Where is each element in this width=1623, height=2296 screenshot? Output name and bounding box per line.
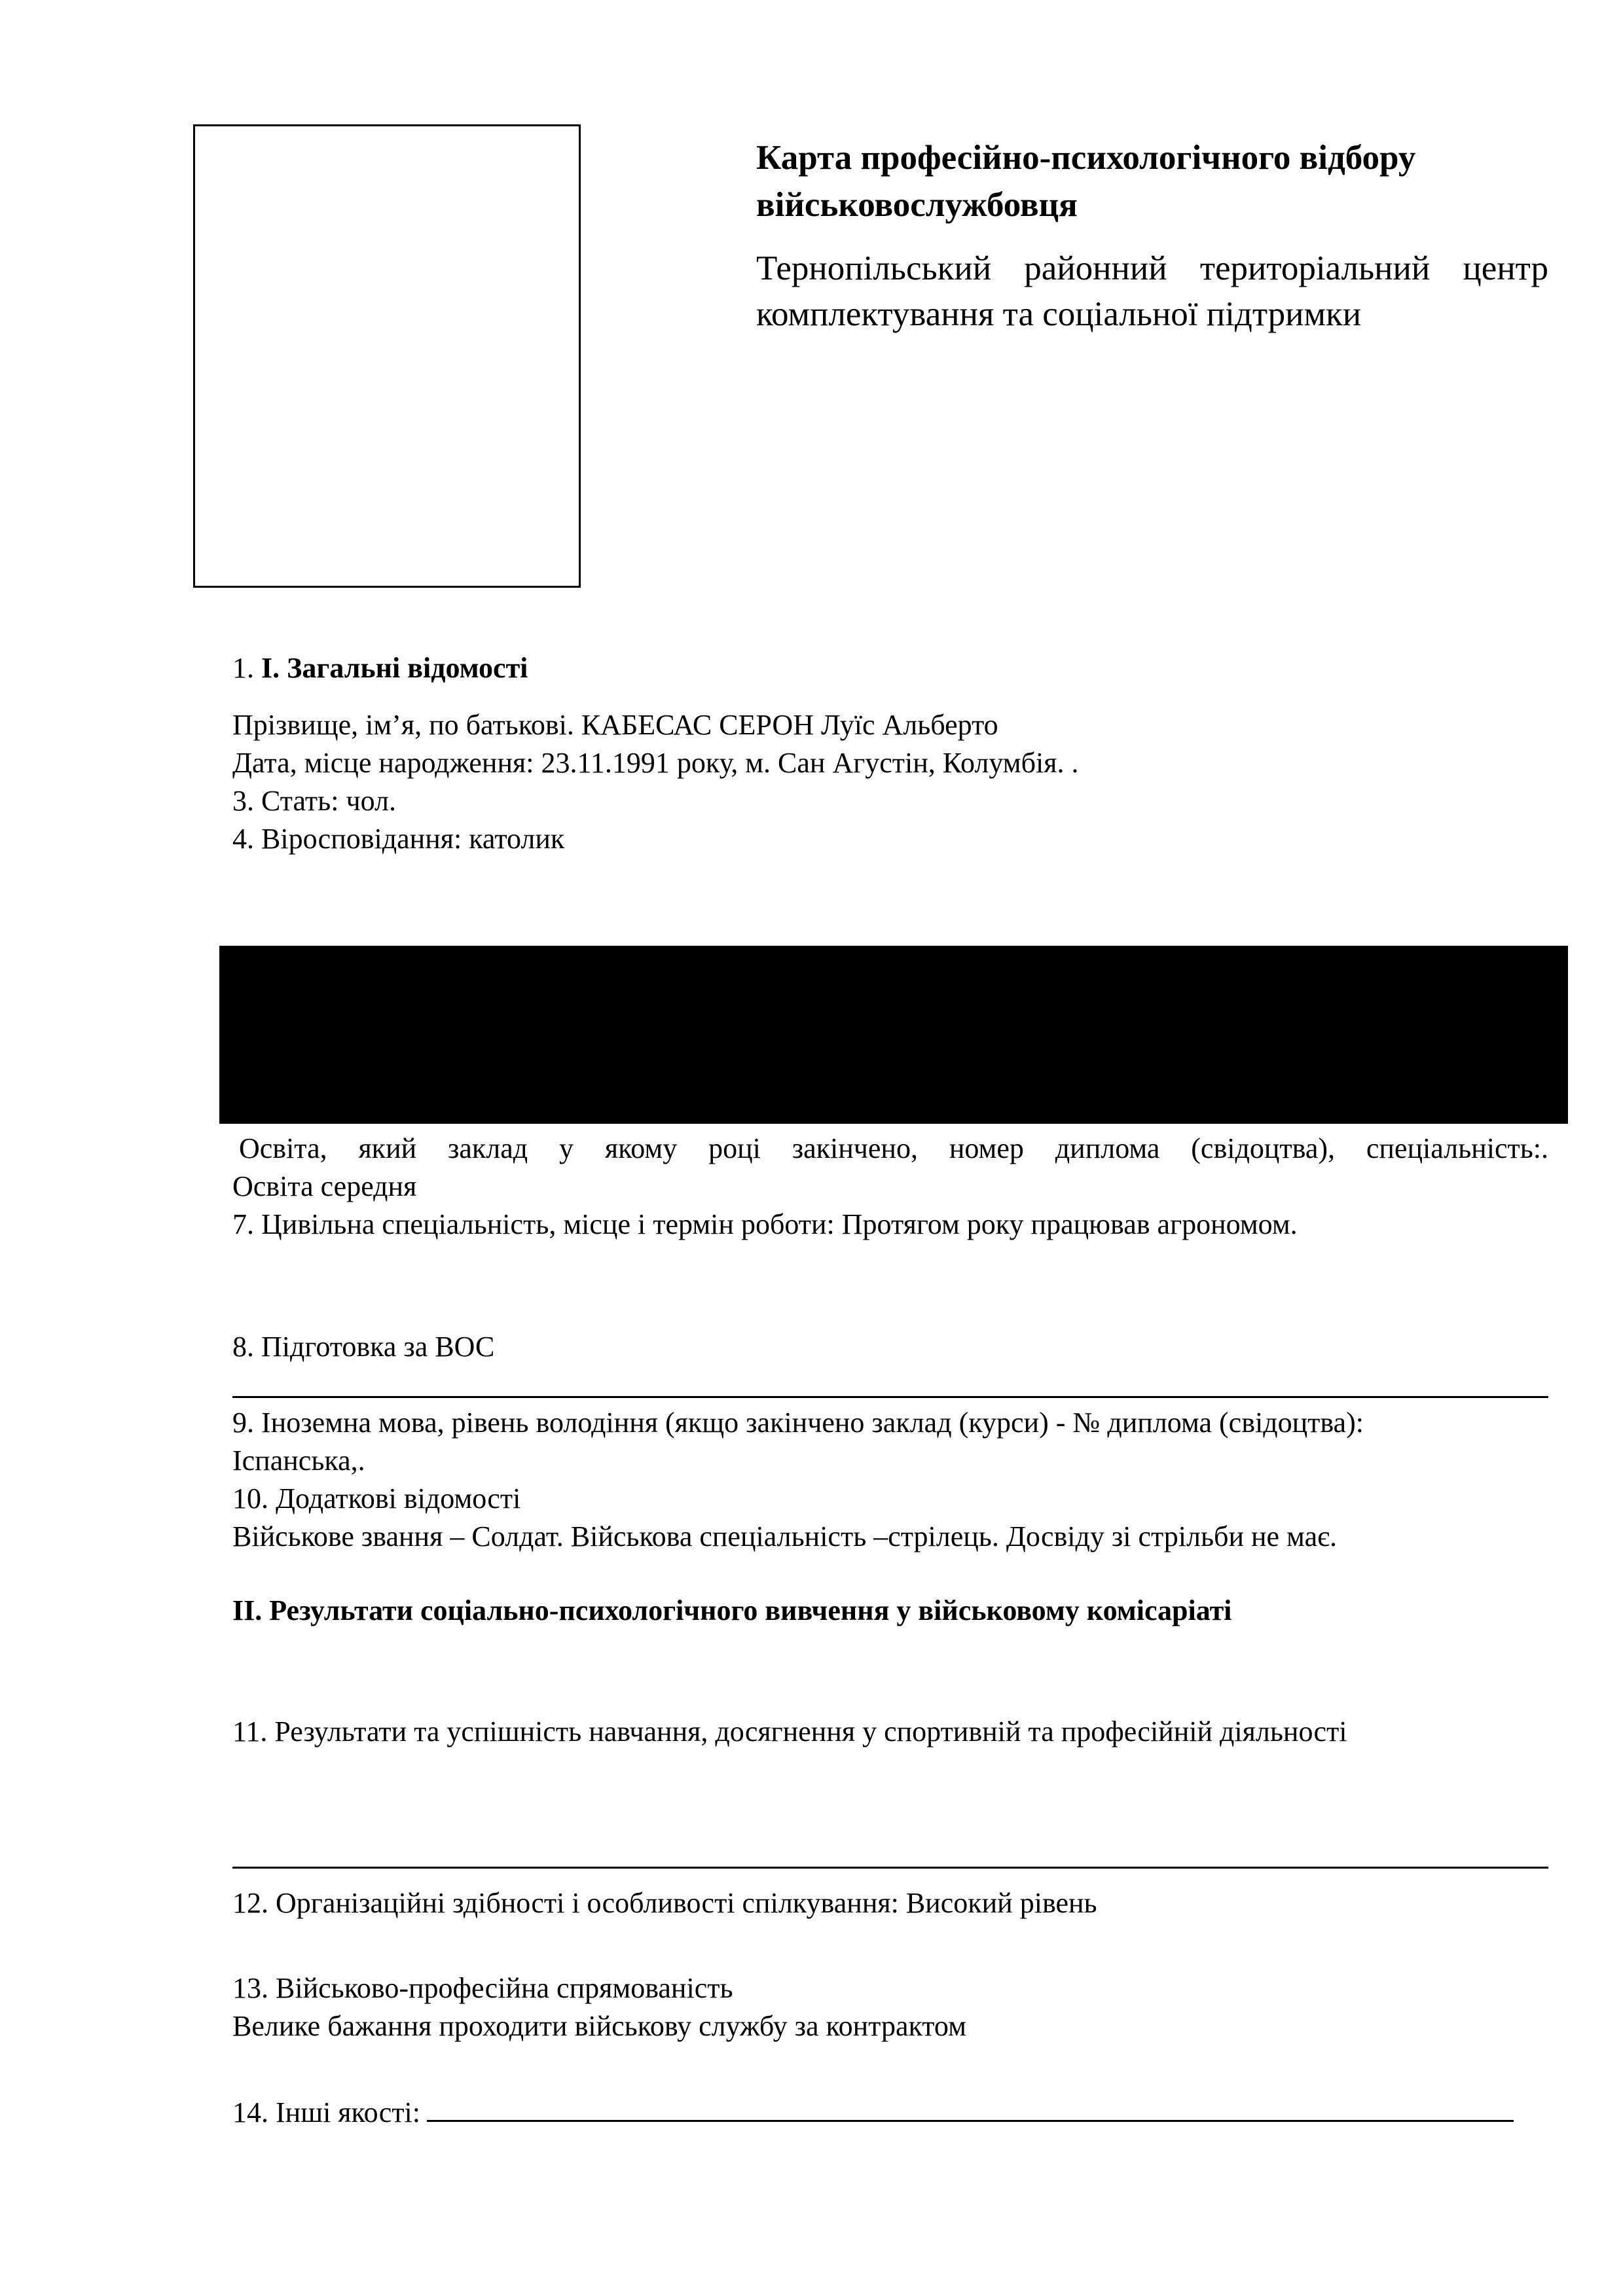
item14-label: 14. Інші якості: <box>232 2096 420 2128</box>
item11-rule <box>232 1867 1548 1869</box>
education-label-line: Освіта, який заклад у якому році закінчено, номер диплома (свідоцтва), спеціальність:. <box>239 1132 1548 1164</box>
item14-fill-rule <box>427 2119 1514 2122</box>
photo-placeholder <box>193 124 581 588</box>
item13-value-line: Велике бажання проходити військову службу за контрактом <box>232 2010 966 2042</box>
sex-line: 3. Стать: чол. <box>232 785 396 817</box>
section1-heading <box>232 650 528 687</box>
additional-value-line: Військове звання – Солдат. Військова спеціальність –стрілець. Досвіду зі стрільби не має. <box>232 1520 1338 1552</box>
item11-line: 11. Результати та успішність навчання, досягнення у спортивній та професійній діяльності <box>232 1715 1347 1748</box>
education-value-line: Освіта середня <box>232 1170 417 1202</box>
full-name-line: Прізвище, ім’я, по батькові. КАБЕСАС СЕРОН Луїс Альберто <box>232 709 998 741</box>
foreign-language-line: 9. Іноземна мова, рівень володіння (якщо закінчено заклад (курси) - № диплома (свідоцтва): <box>232 1407 1364 1439</box>
redaction-block <box>219 946 1568 1124</box>
birth-line: Дата, місце народження: 23.11.1991 року, м. Сан Агустін, Колумбія. . <box>232 747 1079 779</box>
item13-line: 13. Військово-професійна спрямованість <box>232 1972 733 2004</box>
item12-line: 12. Організаційні здібності і особливості спілкування: Високий рівень <box>232 1887 1097 1919</box>
civil-specialty-line: 7. Цивільна спеціальність, місце і термін роботи: Протягом року працював агрономом. <box>232 1208 1298 1240</box>
organization-name: Тернопільський районний територіальний центр комплектування та соціальної підтримки <box>756 249 1548 333</box>
section1-heading-text: І. Загальні відомості <box>261 652 528 684</box>
religion-line: 4. Віросповідання: католик <box>232 823 565 855</box>
vos-training-rule <box>232 1396 1548 1398</box>
vos-training-line: 8. Підготовка за ВОС <box>232 1331 495 1363</box>
section2-heading: ІІ. Результати соціально-психологічного вивчення у військовому комісаріаті <box>232 1594 1232 1626</box>
item14-line <box>232 2094 1514 2131</box>
document-title: Карта професійно-психологічного відбору військовослужбовця <box>756 139 1416 224</box>
additional-label-line: 10. Додаткові відомості <box>232 1482 521 1515</box>
foreign-language-value: Іспанська,. <box>232 1444 365 1477</box>
section1-heading-number: 1. <box>232 652 254 684</box>
